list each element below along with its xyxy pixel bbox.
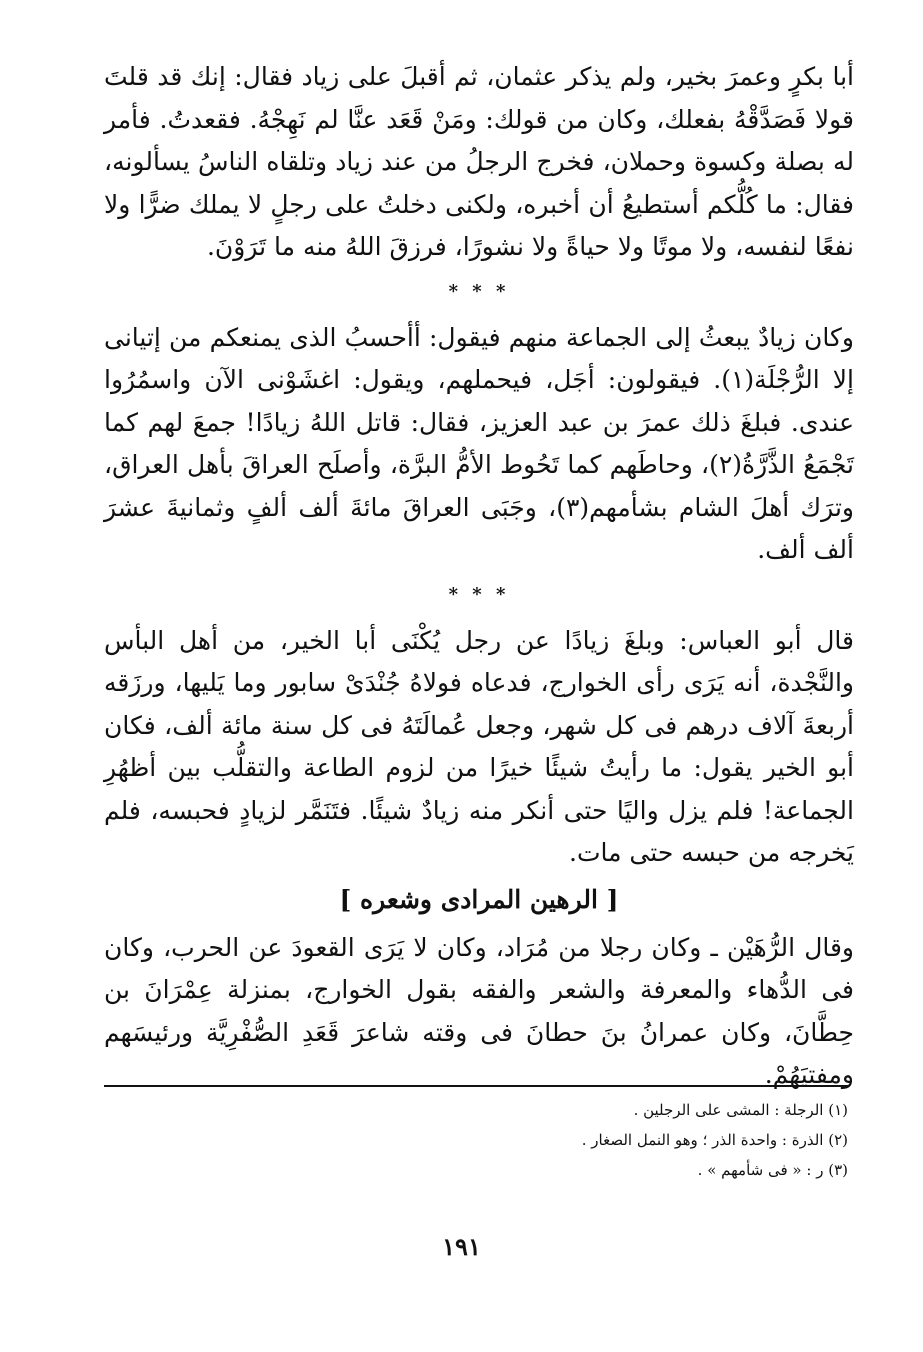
main-text [104,56,854,1097]
footnote-3: (٣) ر : « فى شأمهم » . [697,1161,848,1179]
footnotes [104,1085,848,1185]
footnote-2: (٢) الذرة : واحدة الذر ؛ وهو النمل الصغار . [581,1131,848,1149]
section-separator-1: * * * [448,280,510,302]
paragraph-4: وقال الرُّهَيْن ـ وكان رجلا من مُرَاد، وكان لا يَرَى القعودَ عن الحرب، وكان فى الدُّهاء والمعرفة والشعر والفقه بقول الخوارج، بمنزلة عِمْرَانَ بن حِطَّانَ، وكان عمرانُ بنَ حطانَ فى وقته شاعرَ قَعَدِ الصُّفْرِيَّة ورئيسَهم ومفتيَهُمْ. [104,932,854,1089]
section-separator-2: * * * [448,583,510,605]
paragraph-3: قال أبو العباس: وبلغَ زيادًا عن رجل يُكْنَى أبا الخير، من أهل البأس والنَّجْدة، أنه يَرَى رأى الخوارج، فدعاه فولاهُ جُنْدَىْ سابور وما يَليها، ورزَقه أربعةَ آلاف درهم فى كل شهر، وجعل عُمالَتَهُ فى كل سنة مائة ألف، فكان أبو الخير يقول: ما رأيتُ شيئًا خيرًا من لزوم الطاعة والتقلُّب بين أظهُرِ الجماعة! فلم يزل واليًا حتى أنكر منه زيادٌ شيئًا. فتَنَمَّر لزيادٍ فحبسه، فلم يَخرجه من حبسه حتى مات. [104,625,854,867]
page-number: ١٩١ [442,1232,481,1261]
paragraph-2: وكان زيادٌ يبعثُ إلى الجماعة منهم فيقول: أأحسبُ الذى يمنعكم من إتيانى إلا الرُّجْلَة(١). فيقولون: أجَل، فيحملهم، ويقول: اغشَوْنى الآن واسمُرُوا عندى. فبلغَ ذلك عمرَ بن عبد العزيز، فقال: قاتل اللهُ زيادًا! جمعَ لهم كما تَجْمَعُ الذَّرَّةُ(٢)، وحاطَهم كما تَحُوط الأمُّ البرَّة، وأصلَح العراقَ بأهل العراق، وترَك أهلَ الشام بشأمهم(٣)، وجَبَى العراقَ مائةَ ألف ألفٍ وثمانيةَ عشرَ ألف ألف. [104,322,854,564]
section-heading: [ الرهين المرادى وشعره ] [339,884,619,914]
footnote-1: (١) الرجلة : المشى على الرجلين . [633,1101,848,1119]
paragraph-1: أبا بكرٍ وعمرَ بخير، ولم يذكر عثمان، ثم أقبلَ على زياد فقال: إنك قد قلتَ قولا فَصَدَّقْهُ بفعلك، وكان من قولك: ومَنْ قَعَد عنَّا لم نَهِجْهُ. فقعدتُ. فأمر له بصلة وكسوة وحملان، فخرج الرجلُ من عند زياد وتلقاه الناسُ يسألونه، فقال: ما كُلُّكم أستطيعُ أن أخبره، ولكنى دخلتُ على رجلٍ لا يملك ضرًّا ولا نفعًا لنفسه، ولا موتًا ولا حياةً ولا نشورًا، فرزقَ اللهُ منه ما تَرَوْنَ. [104,62,854,261]
